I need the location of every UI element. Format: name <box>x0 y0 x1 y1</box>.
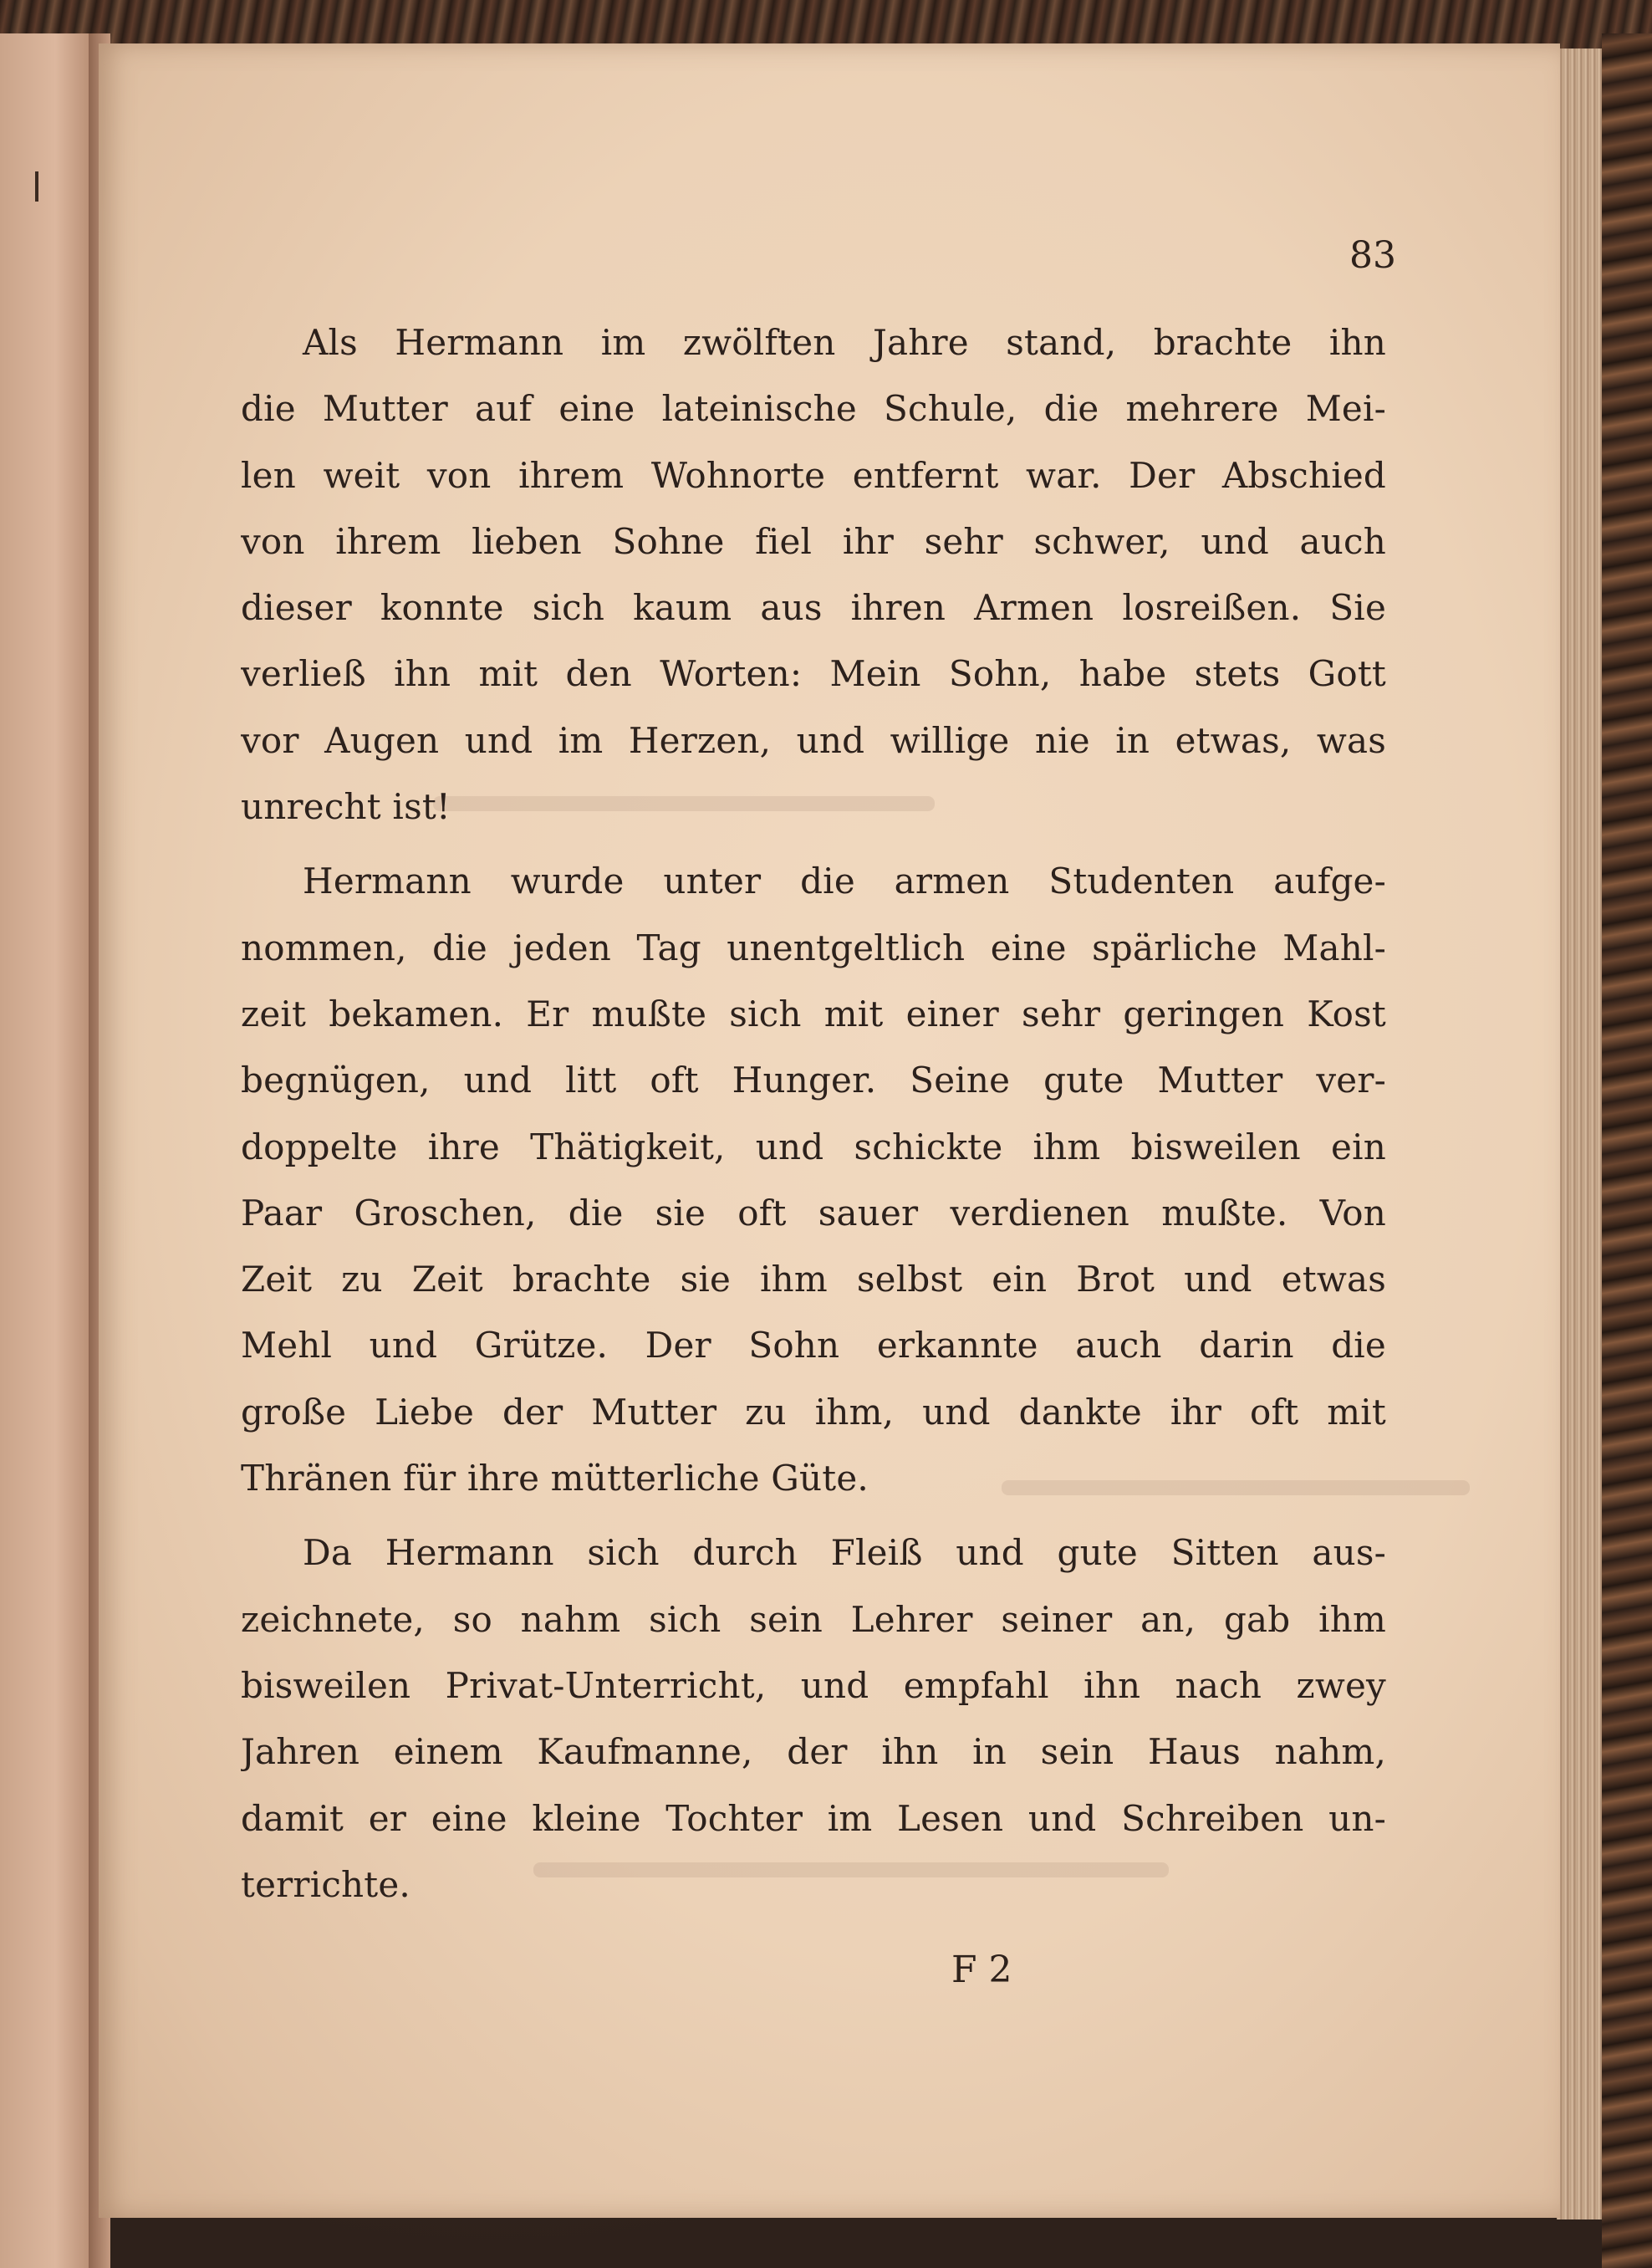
signature-mark: F 2 <box>951 1949 1012 1991</box>
paragraph-3 <box>241 1520 1386 1918</box>
text-line: dieser konnte sich kaum aus ihren Armen losreißen. Sie <box>241 587 1386 629</box>
text-line: Paar Groschen, die sie oft sauer verdienen mußte. Von <box>241 1192 1386 1234</box>
paragraph-2 <box>241 848 1386 1511</box>
text-line: Zeit zu Zeit brachte sie ihm selbst ein Brot und etwas <box>241 1259 1386 1300</box>
text-line: Hermann wurde unter die armen Studenten aufge- <box>303 861 1386 902</box>
paragraph-gap <box>241 840 1386 848</box>
text-line: bisweilen Privat-Unterricht, und empfahl ihn nach zwey <box>241 1664 1386 1706</box>
body-text <box>241 309 1386 1918</box>
marbled-binding-top <box>0 0 1652 49</box>
text-line: Da Hermann sich durch Fleiß und gute Sitten aus- <box>303 1532 1386 1574</box>
text-line: Mehl und Grütze. Der Sohn erkannte auch darin die <box>241 1325 1386 1366</box>
text-line: Thränen für ihre mütterliche Güte. <box>241 1458 869 1499</box>
text-line: doppelte ihre Thätigkeit, und schickte ihm bisweilen ein <box>241 1126 1386 1167</box>
text-line: zeichnete, so nahm sich sein Lehrer seiner an, gab ihm <box>241 1598 1386 1640</box>
paragraph-gap <box>241 1511 1386 1520</box>
book-page <box>99 43 1560 2218</box>
text-line: Als Hermann im zwölften Jahre stand, brachte ihn <box>303 322 1386 363</box>
text-line: len weit von ihrem Wohnorte entfernt war. Der Abschied <box>241 454 1386 496</box>
text-line: terrichte. <box>241 1863 410 1905</box>
text-line: große Liebe der Mutter zu ihm, und dankte ihr oft mit <box>241 1391 1386 1433</box>
text-line: nommen, die jeden Tag unentgeltlich eine spärliche Mahl- <box>241 927 1386 968</box>
marbled-cover-right <box>1602 33 1652 2268</box>
text-line: verließ ihn mit den Worten: Mein Sohn, habe stets Gott <box>241 653 1386 695</box>
text-line: die Mutter auf eine lateinische Schule, die mehrere Mei- <box>241 388 1386 430</box>
facing-page-edge <box>0 33 92 2268</box>
text-line: unrecht ist! <box>241 786 451 828</box>
text-line: von ihrem lieben Sohne fiel ihr sehr schwer, und auch <box>241 520 1386 562</box>
text-line: damit er eine kleine Tochter im Lesen und Schreiben un- <box>241 1797 1386 1839</box>
text-line: zeit bekamen. Er mußte sich mit einer sehr geringen Kost <box>241 993 1386 1034</box>
text-line: Jahren einem Kaufmanne, der ihn in sein Haus nahm, <box>241 1731 1386 1773</box>
paragraph-1 <box>241 309 1386 840</box>
text-line: vor Augen und im Herzen, und willige nie in etwas, was <box>241 719 1386 761</box>
page-number: 83 <box>1349 234 1396 277</box>
page-block-edges <box>1557 49 1604 2219</box>
text-line: begnügen, und litt oft Hunger. Seine gute Mutter ver- <box>241 1060 1386 1101</box>
facing-page-mark <box>35 171 38 202</box>
